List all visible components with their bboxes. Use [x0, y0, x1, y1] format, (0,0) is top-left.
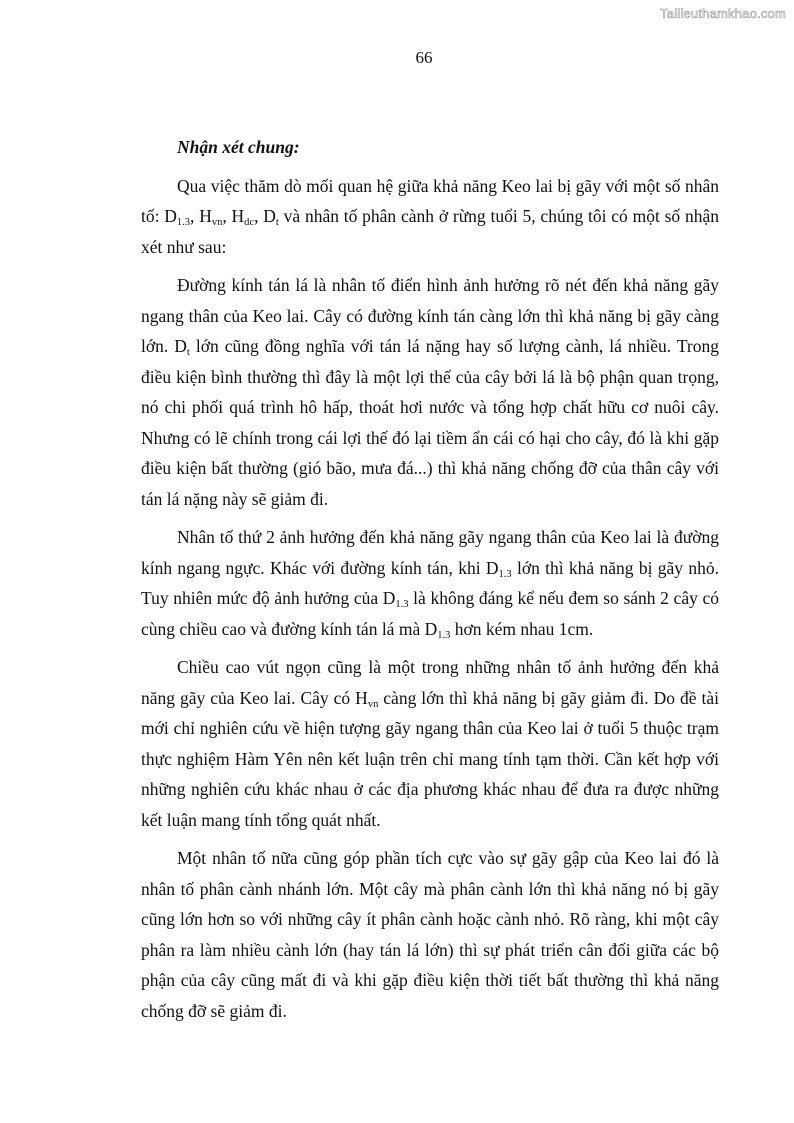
section-heading: Nhận xét chung: — [177, 137, 300, 157]
paragraph-4-text-b: càng lớn thì khả năng bị gãy giảm đi. Do đề tài mới chỉ nghiên cứu về hiện tượng gãy ngang thân của Keo lai ở tuổi 5 thuộc trạm thực nghiệm Hàm Yên nên kết luận trên chỉ mang tính tạm thời. Cần kết hợp với những nghiên cứu khác nhau ở các địa phương khác nhau để đưa ra được những kết luận mang tính tổng quát nhất. — [141, 687, 719, 830]
paragraph-5: Một nhân tố nữa cũng góp phần tích cực vào sự gãy gập của Keo lai đó là nhân tố phân cành nhánh lớn. Một cây mà phân cành lớn thì khả năng nó bị gãy cũng lớn hơn so với những cây ít phân cành hoặc cành nhỏ. Rõ ràng, khi một cây phân ra làm nhiều cành lớn (hay tán lá lớn) thì sự phát triển cân đối giữa các bộ phận của cây cũng mất đi và khi gặp điều kiện thời tiết bất thường thì khả năng chống đỡ sẽ giảm đi. — [141, 848, 719, 1021]
subscript-hdc: dc — [244, 217, 255, 228]
paragraph-1-text-a: Qua việc thăm dò mối quan hệ giữa khả năng Keo lai bị gãy với một số nhân tố: D — [141, 175, 719, 226]
subscript-dt: t — [186, 347, 190, 358]
paragraph-2-text-b: lớn cũng đồng nghĩa với tán lá nặng hay số lượng cành, lá nhiều. Trong điều kiện bình thường thì đây là một lợi thế của cây bởi lá là bộ phận quan trọng, nó chi phối quá trình hô hấp, thoát hơi nước và tổng hợp chất hữu cơ nuôi cây. Nhưng có lẽ chính trong cái lợi thế đó lại tiềm ẩn cái có hại cho cây, đó là khi gặp điều kiện bất thường (gió bão, mưa đá...) thì khả năng chống đỡ của thân cây với tán lá nặng này sẽ giảm đi. — [141, 336, 719, 509]
subscript-hvn: vn — [211, 217, 223, 228]
paragraph-1 — [141, 171, 719, 263]
paragraph-3-text-c: là không đáng kể nếu đem so sánh 2 cây có cùng chiều cao và đường kính tán lá mà D — [141, 588, 719, 639]
paragraph-2 — [141, 270, 719, 514]
subscript-d13: 1.3 — [498, 568, 512, 580]
paragraph-3-text-b: lớn thì khả năng bị gãy nhỏ. Tuy nhiên mức độ ảnh hưởng của D — [141, 557, 719, 608]
paragraph-1-text-c: , H — [222, 206, 245, 226]
document-body — [141, 132, 719, 1034]
paragraph-4-text-a: Chiều cao vút ngọn cũng là một trong những nhân tố ảnh hưởng đến khả năng gãy của Keo lai. Cây có H — [141, 657, 719, 708]
page-number: 66 — [415, 48, 433, 67]
paragraph-2-text-a: Đường kính tán lá là nhân tố điển hình ảnh hưởng rõ nét đến khả năng gãy ngang thân của Keo lai. Cây có đường kính tán càng lớn thì khả năng bị gãy càng lớn. D — [141, 275, 719, 356]
subscript-dt: t — [275, 217, 279, 228]
subscript-d13: 1.3 — [437, 629, 451, 641]
paragraph-1-text-d: , D — [254, 206, 276, 226]
paragraph-1-text-e: và nhân tố phân cành ở rừng tuổi 5, chúng tôi có một số nhận xét như sau: — [141, 206, 719, 257]
paragraph-3 — [141, 522, 719, 644]
subscript-d13: 1.3 — [395, 599, 409, 610]
paragraph-4 — [141, 652, 719, 835]
paragraph-1-text-b: , H — [190, 206, 212, 226]
watermark: Tailieuthamkhao.com — [660, 6, 786, 21]
subscript-hvn: vn — [367, 698, 379, 710]
paragraph-3-text-d: hơn kém nhau 1cm. — [450, 618, 594, 639]
paragraph-3-text-a: Nhân tố thứ 2 ảnh hưởng đến khả năng gãy ngang thân của Keo lai là đường kính ngang ngực. Khác với đường kính tán, khi D — [141, 527, 719, 578]
subscript-d13: 1.3 — [176, 217, 191, 228]
